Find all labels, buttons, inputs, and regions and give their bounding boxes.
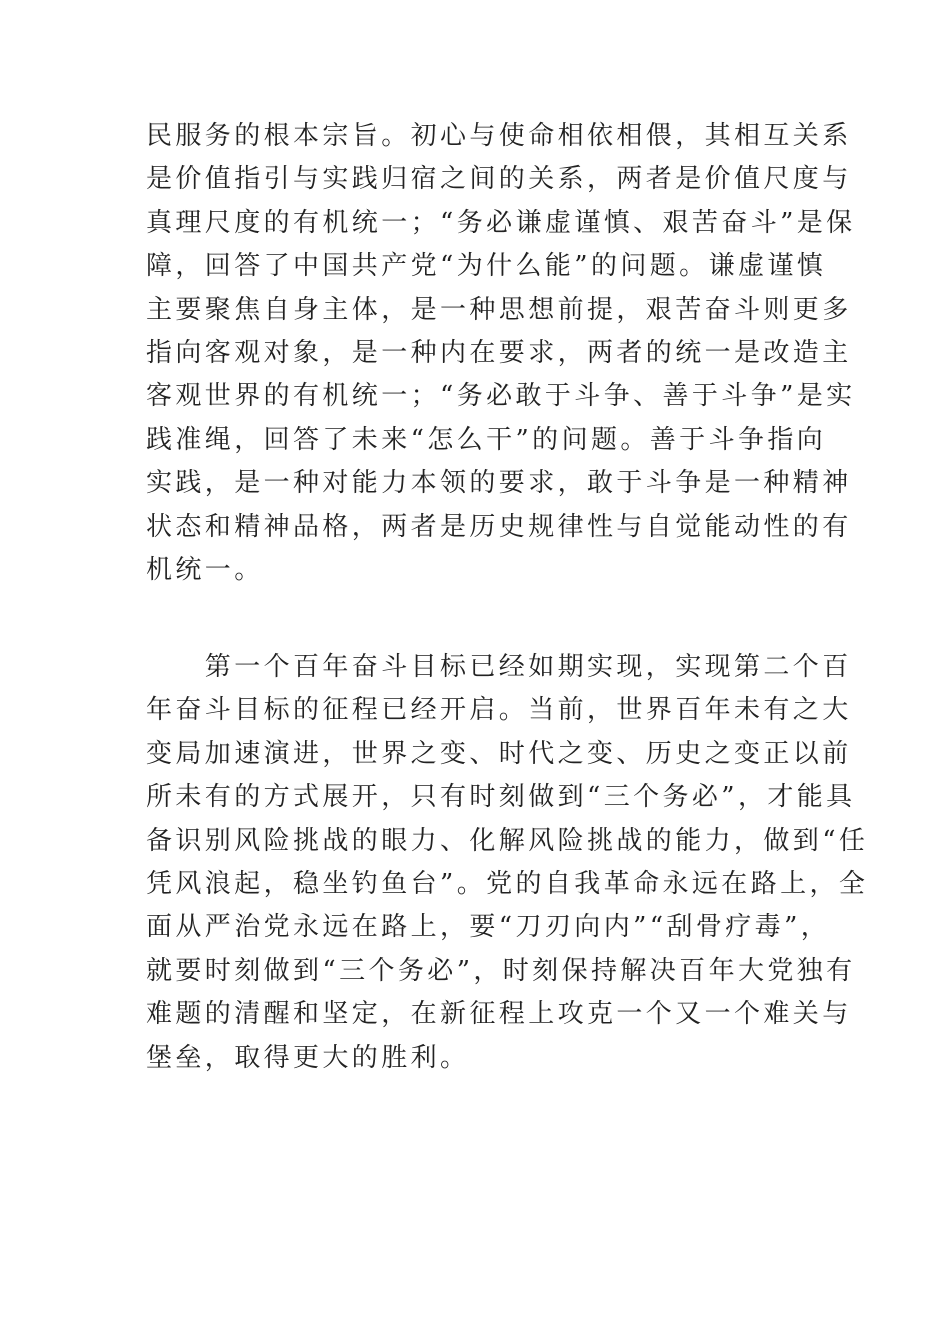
paragraph-1 bbox=[146, 115, 856, 592]
paragraph-line: 民服务的根本宗旨。初心与使命相依相偎，其相互关系 bbox=[146, 121, 852, 151]
paragraph-line: 真理尺度的有机统一；“务必谦虚谨慎、艰苦奋斗”是保 bbox=[146, 207, 856, 238]
paragraph-line: 状态和精神品格，两者是历史规律性与自觉能动性的有 bbox=[146, 511, 852, 542]
paragraph-line: 是价值指引与实践归宿之间的关系，两者是价值尺度与 bbox=[146, 164, 852, 195]
paragraph-line: 障，回答了中国共产党“为什么能”的问题。谦虚谨慎 bbox=[146, 251, 827, 282]
paragraph-line: 堡垒，取得更大的胜利。 bbox=[146, 1042, 470, 1073]
paragraph-2 bbox=[146, 646, 869, 1080]
paragraph-line: 实践，是一种对能力本领的要求，敢于斗争是一种精神 bbox=[146, 468, 852, 499]
paragraph-line: 难题的清醒和坚定，在新征程上攻克一个又一个难关与 bbox=[146, 999, 852, 1030]
paragraph-line: 就要时刻做到“三个务必”，时刻保持解决百年大党独有 bbox=[146, 955, 856, 986]
paragraph-line: 主要聚焦自身主体，是一种思想前提，艰苦奋斗则更多 bbox=[146, 294, 852, 325]
paragraph-line: 年奋斗目标的征程已经开启。当前，世界百年未有之大 bbox=[146, 695, 852, 726]
paragraph-line: 面从严治党永远在路上，要“刀刃向内”“刮骨疗毒”， bbox=[146, 912, 831, 943]
paragraph-line: 机统一。 bbox=[146, 555, 264, 586]
paragraph-line: 指向客观对象，是一种内在要求，两者的统一是改造主 bbox=[146, 338, 852, 369]
paragraph-line: 凭风浪起，稳坐钓鱼台”。党的自我革命永远在路上，全 bbox=[146, 869, 869, 900]
paragraph-line: 践准绳，回答了未来“怎么干”的问题。善于斗争指向 bbox=[146, 424, 827, 455]
paragraph-line: 变局加速演进，世界之变、时代之变、历史之变正以前 bbox=[146, 738, 852, 769]
paragraph-line: 所未有的方式展开，只有时刻做到“三个务必”，才能具 bbox=[146, 782, 856, 813]
paragraph-line: 第一个百年奋斗目标已经如期实现，实现第二个百 bbox=[146, 652, 852, 682]
paragraph-line: 客观世界的有机统一；“务必敢于斗争、善于斗争”是实 bbox=[146, 381, 856, 412]
paragraph-line: 备识别风险挑战的眼力、化解风险挑战的能力，做到“任 bbox=[146, 825, 869, 856]
